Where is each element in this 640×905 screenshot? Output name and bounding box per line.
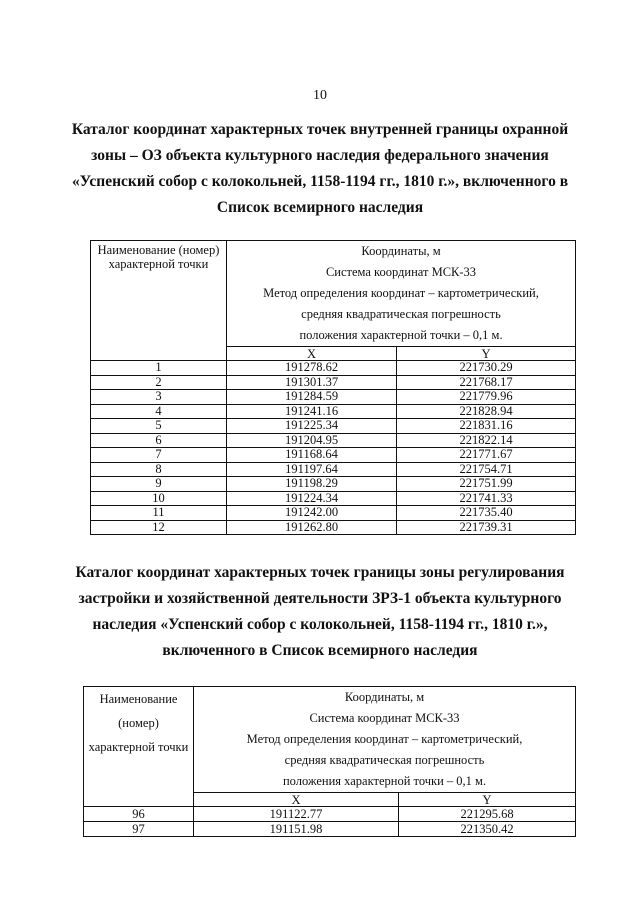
x-coordinate-cell: 191204.95 xyxy=(227,433,397,448)
x-coordinate-cell: 191301.37 xyxy=(227,375,397,390)
point-name-header-line: (номер) xyxy=(118,716,159,730)
table-header-row xyxy=(84,687,576,793)
x-coordinate-cell: 191122.77 xyxy=(194,807,399,822)
y-coordinate-cell: 221822.14 xyxy=(397,433,576,448)
point-number-cell: 1 xyxy=(91,361,227,376)
section2-title-line: Каталог координат характерных точек границы зоны регулирования xyxy=(75,564,565,581)
coordinates-header xyxy=(194,687,576,793)
point-number-cell: 7 xyxy=(91,448,227,463)
point-number-cell: 96 xyxy=(84,807,194,822)
x-coordinate-cell: 191224.34 xyxy=(227,491,397,506)
x-coordinate-cell: 191278.62 xyxy=(227,361,397,376)
coordinates-header-line: Система координат МСК-33 xyxy=(309,711,460,725)
coordinates-header-line: Координаты, м xyxy=(361,244,441,258)
table-row xyxy=(91,404,576,419)
coordinates-header xyxy=(227,241,576,347)
section1-title-line: Список всемирного наследия xyxy=(216,199,424,216)
coordinates-header-line: Система координат МСК-33 xyxy=(325,265,477,279)
section1-title xyxy=(70,117,570,221)
x-coordinate-cell: 191242.00 xyxy=(227,506,397,521)
coordinates-header-line: средняя квадратическая погрешность xyxy=(284,753,485,767)
table-row xyxy=(91,462,576,477)
table-row xyxy=(91,419,576,434)
table-row xyxy=(84,822,576,837)
x-coordinate-cell: 191225.34 xyxy=(227,419,397,434)
point-number-cell: 9 xyxy=(91,477,227,492)
table-row xyxy=(84,807,576,822)
section2-title-line: включенного в Список всемирного наследия xyxy=(162,642,478,659)
y-coordinate-cell: 221754.71 xyxy=(397,462,576,477)
table-row xyxy=(91,491,576,506)
section2-coordinates-table xyxy=(83,686,576,837)
y-coordinate-cell: 221741.33 xyxy=(397,491,576,506)
coordinates-header-line: положения характерной точки – 0,1 м. xyxy=(282,774,487,788)
y-coordinate-cell: 221771.67 xyxy=(397,448,576,463)
coordinates-header-line: положения характерной точки – 0,1 м. xyxy=(299,328,503,342)
y-coordinate-cell: 221730.29 xyxy=(397,361,576,376)
y-coordinate-cell: 221768.17 xyxy=(397,375,576,390)
point-number-cell: 10 xyxy=(91,491,227,506)
point-number-cell: 3 xyxy=(91,390,227,405)
x-coordinate-cell: 191262.80 xyxy=(227,520,397,535)
section2-title-line: застройки и хозяйственной деятельности ЗРЗ-1 объекта культурного xyxy=(78,590,562,607)
x-coordinate-cell: 191197.64 xyxy=(227,462,397,477)
section2-title xyxy=(70,560,570,664)
y-header: Y xyxy=(399,793,576,807)
table-row xyxy=(91,361,576,376)
y-coordinate-cell: 221735.40 xyxy=(397,506,576,521)
x-coordinate-cell: 191198.29 xyxy=(227,477,397,492)
y-coordinate-cell: 221831.16 xyxy=(397,419,576,434)
x-coordinate-cell: 191241.16 xyxy=(227,404,397,419)
x-coordinate-cell: 191168.64 xyxy=(227,448,397,463)
table-row xyxy=(91,433,576,448)
point-name-header xyxy=(84,687,194,807)
point-name-header: Наименование (номер) характерной точки xyxy=(91,241,227,361)
table-row xyxy=(91,520,576,535)
table-row xyxy=(91,448,576,463)
coordinates-header-line: Метод определения координат – картометрический, xyxy=(263,286,539,300)
y-coordinate-cell: 221350.42 xyxy=(399,822,576,837)
y-coordinate-cell: 221295.68 xyxy=(399,807,576,822)
y-coordinate-cell: 221751.99 xyxy=(397,477,576,492)
coordinates-header-line: Метод определения координат – картометрический, xyxy=(246,732,523,746)
page-number: 10 xyxy=(313,88,327,103)
point-number-cell: 5 xyxy=(91,419,227,434)
table-row xyxy=(91,375,576,390)
table-row xyxy=(91,506,576,521)
section1-title-line: Каталог координат характерных точек внутренней границы охранной xyxy=(71,121,569,138)
point-name-header-line: Наименование xyxy=(99,692,178,706)
point-number-cell: 4 xyxy=(91,404,227,419)
y-coordinate-cell: 221779.96 xyxy=(397,390,576,405)
section1-title-line: «Успенский собор с колокольней, 1158-1194 гг., 1810 г.», включенного в xyxy=(71,173,569,190)
table-header-row xyxy=(91,241,576,347)
point-name-header-line: характерной точки xyxy=(88,740,189,754)
section2-title-line: наследия «Успенский собор с колокольней, 1158-1194 гг., 1810 г.», xyxy=(92,616,548,633)
section1-coordinates-table xyxy=(90,240,576,535)
point-number-cell: 2 xyxy=(91,375,227,390)
point-number-cell: 11 xyxy=(91,506,227,521)
y-coordinate-cell: 221739.31 xyxy=(397,520,576,535)
section1-title-line: зоны – ОЗ объекта культурного наследия федерального значения xyxy=(91,147,549,164)
y-coordinate-cell: 221828.94 xyxy=(397,404,576,419)
point-number-cell: 8 xyxy=(91,462,227,477)
table-row xyxy=(91,390,576,405)
coordinates-header-line: Координаты, м xyxy=(344,690,425,704)
x-header: X xyxy=(227,347,397,361)
point-number-cell: 97 xyxy=(84,822,194,837)
point-number-cell: 6 xyxy=(91,433,227,448)
x-coordinate-cell: 191151.98 xyxy=(194,822,399,837)
table-row xyxy=(91,477,576,492)
x-coordinate-cell: 191284.59 xyxy=(227,390,397,405)
point-number-cell: 12 xyxy=(91,520,227,535)
y-header: Y xyxy=(397,347,576,361)
coordinates-header-line: средняя квадратическая погрешность xyxy=(301,307,501,321)
x-header: X xyxy=(194,793,399,807)
